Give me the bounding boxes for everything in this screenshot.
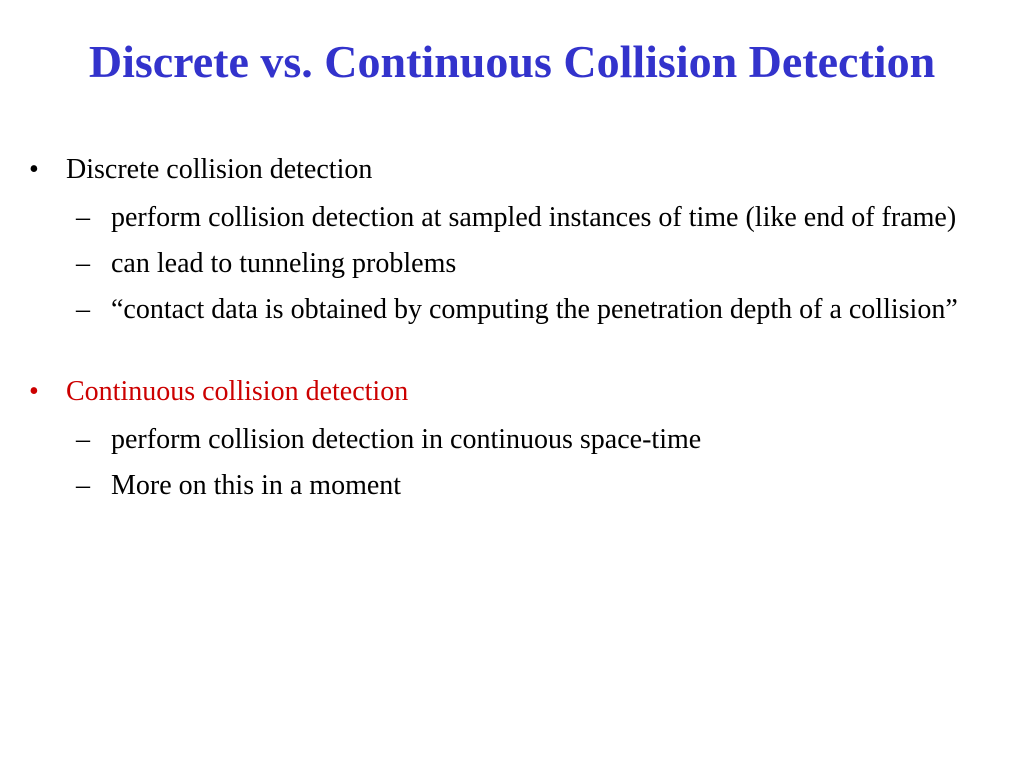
bullet-discrete	[0, 148, 1024, 192]
sub-bullet	[0, 244, 1024, 284]
bullet-marker: •	[29, 376, 39, 407]
dash-marker: –	[76, 202, 90, 233]
slide-title: Discrete vs. Continuous Collision Detection	[88, 36, 936, 87]
dash-marker: –	[76, 294, 90, 325]
sub-bullet	[0, 466, 1024, 506]
spacer	[0, 330, 1024, 370]
slide-body	[0, 148, 1024, 506]
bullet-marker: •	[29, 154, 39, 185]
dash-marker: –	[76, 424, 90, 455]
bullet-text: Discrete collision detection	[66, 154, 373, 185]
sub-bullet	[0, 420, 1024, 460]
sub-bullet-text: can lead to tunneling problems	[111, 248, 457, 279]
sub-bullet-text: perform collision detection in continuous space-time	[111, 424, 702, 455]
sub-bullet	[0, 198, 1024, 238]
dash-marker: –	[76, 470, 90, 501]
bullet-continuous	[0, 370, 1024, 414]
sub-bullet-text: “contact data is obtained by computing the penetration depth of a collision”	[111, 294, 958, 325]
sub-bullet-text: More on this in a moment	[111, 470, 402, 501]
sub-bullet	[0, 290, 1024, 330]
bullet-text: Continuous collision detection	[66, 376, 409, 407]
sub-bullet-text: perform collision detection at sampled instances of time (like end of frame)	[111, 202, 957, 233]
dash-marker: –	[76, 248, 90, 279]
